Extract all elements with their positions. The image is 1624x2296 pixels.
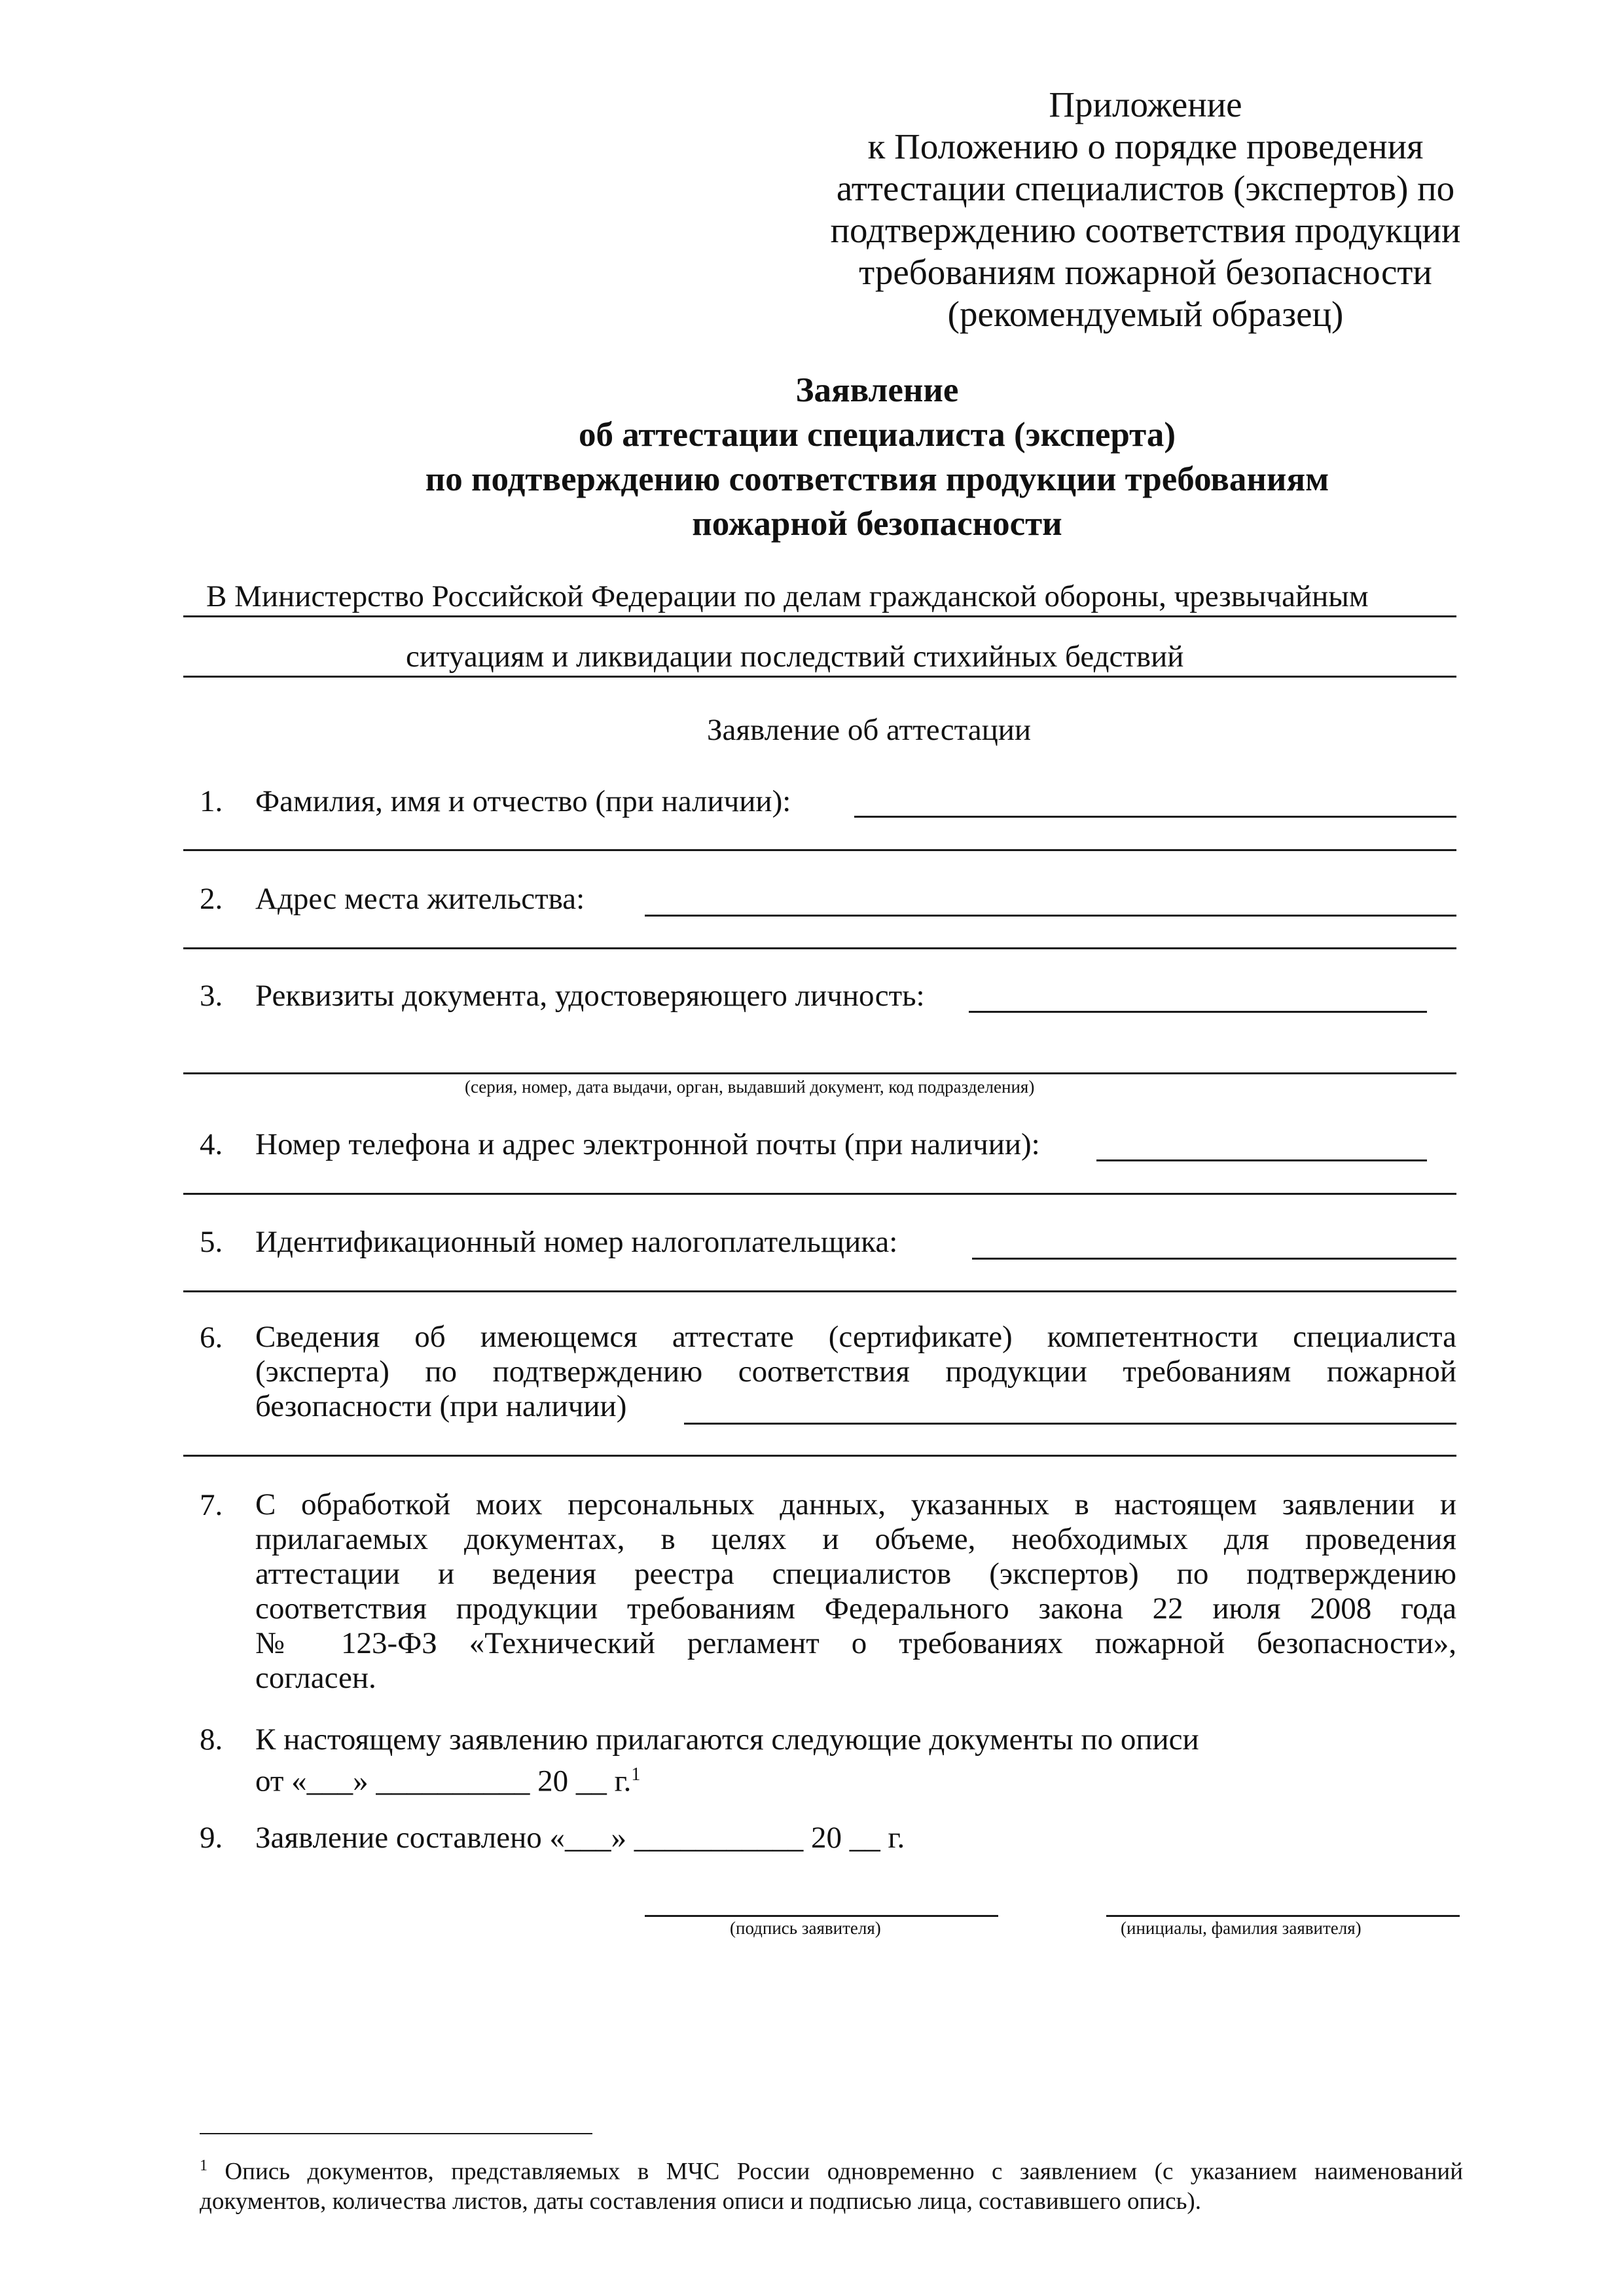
item-8-line-2: [255, 1757, 640, 1799]
item-4-number: 4.: [200, 1127, 223, 1161]
phone-email-field-extra[interactable]: [183, 1193, 1456, 1195]
annex-line: к Положению о порядке проведения: [867, 126, 1424, 166]
item-7-line: С обработкой моих персональных данных, указанных в настоящем заявлении и: [255, 1487, 1456, 1522]
title-line: Заявление: [795, 371, 959, 409]
item-7-line: прилагаемых документах, в целях и объеме, необходимых для проведения: [255, 1522, 1456, 1556]
address-field[interactable]: [645, 915, 1456, 917]
certificate-field-extra[interactable]: [183, 1455, 1456, 1457]
addressee-line-2: ситуациям и ликвидации последствий стихийных бедствий: [406, 640, 1184, 674]
item-2-label: Адрес места жительства:: [255, 882, 585, 916]
identity-document-field-extra[interactable]: [183, 1072, 1456, 1074]
name-caption: (инициалы, фамилия заявителя): [1121, 1918, 1362, 1938]
footnote-text-1: Опись документов, представляемых в МЧС России одновременно с заявлением (с указанием наименований: [225, 2158, 1463, 2185]
annex-header: [766, 84, 1525, 335]
item-6-line: Сведения об имеющемся аттестате (сертификате) компетентности специалиста: [255, 1320, 1456, 1354]
taxpayer-id-field-extra[interactable]: [183, 1290, 1456, 1292]
item-6-line: безопасности (при наличии): [255, 1389, 627, 1423]
item-5-number: 5.: [200, 1225, 223, 1259]
annex-line: аттестации специалистов (экспертов) по: [836, 168, 1455, 208]
item-6-number: 6.: [200, 1321, 223, 1355]
footnote-separator: [200, 2133, 592, 2134]
full-name-field[interactable]: [854, 816, 1456, 818]
footnote: [200, 2151, 1463, 2217]
item-1-number: 1.: [200, 784, 223, 818]
annex-line: подтверждению соответствия продукции: [830, 210, 1461, 250]
item-7-line: согласен.: [255, 1661, 376, 1695]
item-5-label: Идентификационный номер налогоплательщика:: [255, 1225, 898, 1259]
footnote-text-2: документов, количества листов, даты составления описи и подписью лица, составившего опись).: [200, 2188, 1202, 2215]
name-line[interactable]: [1106, 1915, 1460, 1917]
identity-document-caption: (серия, номер, дата выдачи, орган, выдавший документ, код подразделения): [465, 1077, 1035, 1097]
phone-email-field[interactable]: [1096, 1159, 1427, 1161]
addressee-underline-1: [183, 615, 1456, 617]
item-7-consent-text: [255, 1487, 1456, 1696]
addressee-line-1: В Министерство Российской Федерации по делам гражданской обороны, чрезвычайным: [206, 579, 1369, 613]
item-9-number: 9.: [200, 1821, 223, 1855]
footnote-reference: 1: [631, 1764, 641, 1785]
title-line: по подтверждению соответствия продукции требованиям: [425, 460, 1329, 498]
item-3-label: Реквизиты документа, удостоверяющего личность:: [255, 979, 925, 1013]
footnote-line-1: [200, 2151, 1463, 2187]
signature-caption: (подпись заявителя): [730, 1918, 881, 1938]
item-6-line: (эксперта) по подтверждению соответствия продукции требованиям пожарной: [255, 1355, 1456, 1389]
item-4-label: Номер телефона и адрес электронной почты (при наличии):: [255, 1127, 1040, 1161]
signature-line[interactable]: [645, 1915, 998, 1917]
annex-line: (рекомендуемый образец): [947, 294, 1344, 334]
taxpayer-id-field[interactable]: [972, 1258, 1456, 1260]
title-line: пожарной безопасности: [692, 505, 1062, 543]
item-3-number: 3.: [200, 979, 223, 1013]
identity-document-field[interactable]: [969, 1011, 1427, 1013]
full-name-field-extra[interactable]: [183, 849, 1456, 851]
annex-line: Приложение: [1049, 84, 1242, 124]
document-title: [262, 368, 1492, 546]
item-8-number: 8.: [200, 1722, 223, 1757]
title-line: об аттестации специалиста (эксперта): [579, 416, 1176, 454]
item-7-line: соответствия продукции требованиям Федерального закона 22 июля 2008 года: [255, 1592, 1456, 1626]
item-7-number: 7.: [200, 1488, 223, 1522]
address-field-extra[interactable]: [183, 947, 1456, 949]
application-date-field[interactable]: Заявление составлено «___» ___________ 20 __ г.: [255, 1821, 905, 1855]
item-7-line: аттестации и ведения реестра специалистов (экспертов) по подтверждению: [255, 1557, 1456, 1591]
item-6-text: [255, 1320, 1456, 1424]
item-8-line-1: К настоящему заявлению прилагаются следующие документы по описи: [255, 1722, 1199, 1757]
item-2-number: 2.: [200, 882, 223, 916]
footnote-mark: 1: [200, 2157, 208, 2174]
addressee-underline-2: [183, 676, 1456, 678]
item-1-label: Фамилия, имя и отчество (при наличии):: [255, 784, 791, 818]
annex-line: требованиям пожарной безопасности: [859, 252, 1432, 292]
item-7-line: № 123-ФЗ «Технический регламент о требованиях пожарной безопасности»,: [255, 1626, 1456, 1660]
certificate-field[interactable]: [684, 1423, 1456, 1425]
form-subtitle: Заявление об аттестации: [707, 713, 1032, 747]
attachment-date-field[interactable]: от «___» __________ 20 __ г.: [255, 1764, 632, 1798]
